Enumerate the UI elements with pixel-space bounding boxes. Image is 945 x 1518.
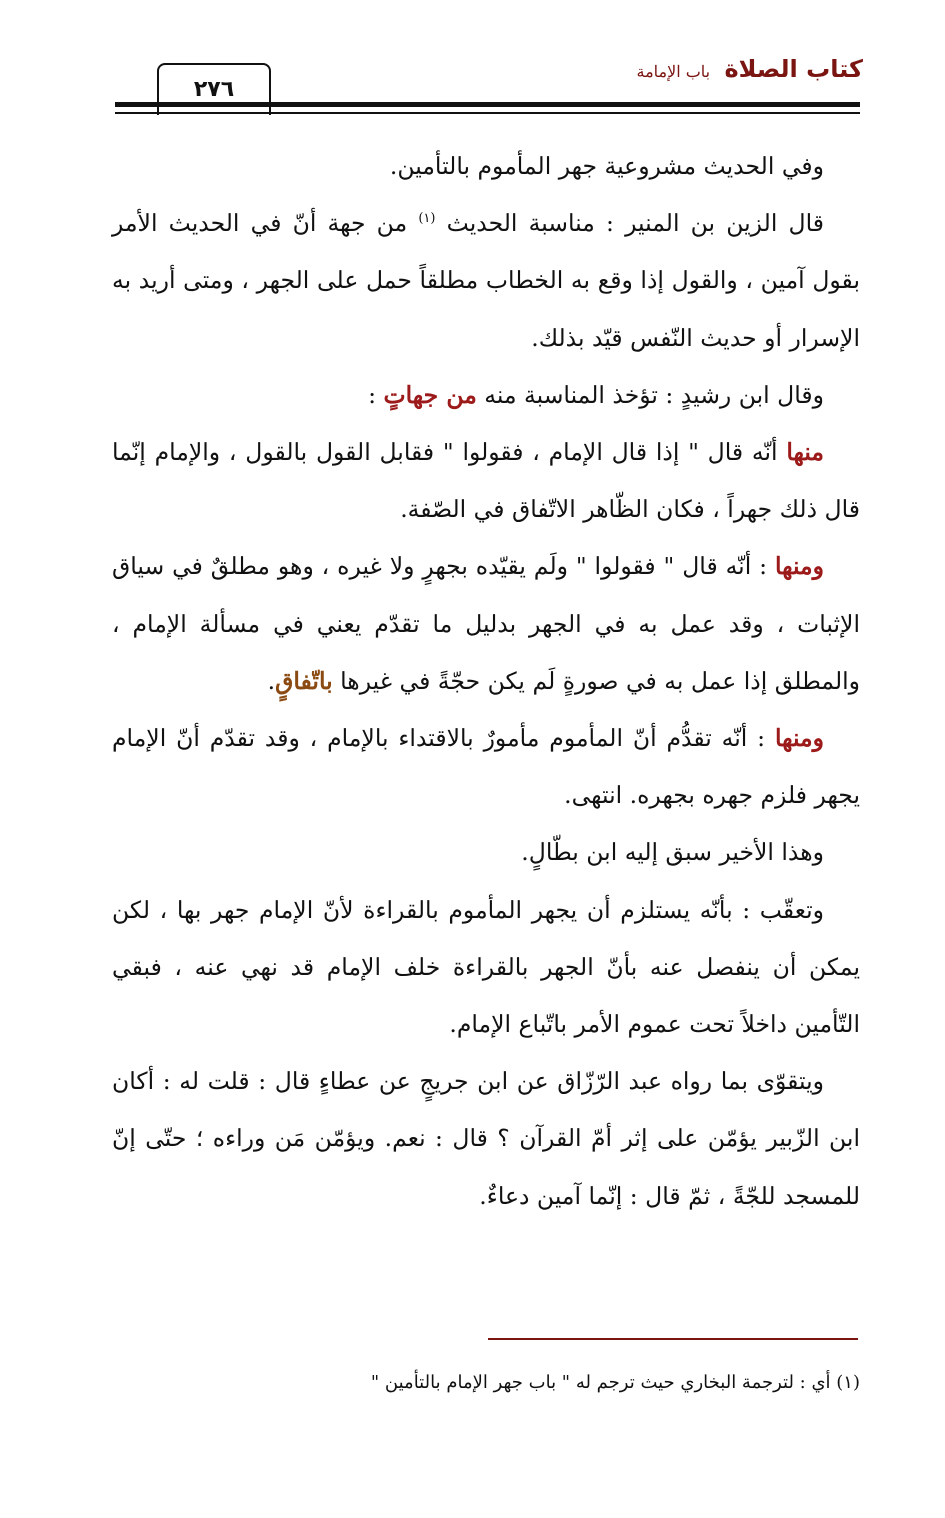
paragraph: قال الزين بن المنير : مناسبة الحديث $^{(١)}$ من جهة أنّ في الحديث الأمر بقول آمين ، والقول إذا وقع به الخطاب مطلقاً حمل على الجهر ، ومتى أريد به الإسرار أو حديث النّفس قيّد بذلك.: [112, 209, 860, 352]
paragraph: منها أنّه قال " إذا قال الإمام ، فقولوا " فقابل القول بالقول ، والإمام إنّما قال ذلك جهراً ، فكان الظّاهر الاتّفاق في الصّفة.: [112, 438, 860, 524]
page-header: [0, 0, 945, 125]
chapter-title: باب الإمامة: [636, 62, 711, 81]
highlight-term: من جهاتٍ: [383, 380, 477, 409]
footnote: (١) أي : لترجمة البخاري حيث ترجم له " باب جهر الإمام بالتأمين ": [370, 1372, 860, 1393]
highlight-term: باتّفاقٍ: [275, 666, 333, 695]
paragraph: ومنها : أنّه قال " فقولوا " ولَم يقيّده بجهرٍ ولا غيره ، وهو مطلقٌ في سياق الإثبات ، وقد عمل به في الجهر بدليل ما تقدّم يعني في مسألة الإمام ، والمطلق إذا عمل به في صورةٍ لَم يكن حجّةً في غيرها باتّفاقٍ.: [112, 552, 860, 695]
page-number: ٢٧٦: [157, 63, 271, 115]
highlight-term: ومنها: [774, 552, 824, 581]
highlight-term: منها: [786, 438, 824, 467]
header-rule-thick: [115, 102, 860, 107]
running-title: [636, 55, 863, 83]
paragraph: وقال ابن رشيدٍ : تؤخذ المناسبة منه من جهاتٍ :: [368, 380, 824, 409]
footnote-separator: [488, 1338, 858, 1340]
paragraph: وتعقّب : بأنّه يستلزم أن يجهر المأموم بالقراءة لأنّ الإمام جهر بها ، لكن يمكن أن ينفصل عنه بأنّ الجهر بالقراءة خلف الإمام قد نهي عنه ، فبقي التّأمين داخلاً تحت عموم الأمر باتّباع الإمام.: [112, 895, 860, 1039]
paragraph: وهذا الأخير سبق إليه ابن بطّالٍ.: [521, 838, 824, 867]
header-rule-thin: [115, 112, 860, 114]
paragraph: ويتقوّى بما رواه عبد الرّزّاق عن ابن جريجٍ عن عطاءٍ قال : قلت له : أكان ابن الزّبير يؤمّن على إثر أمّ القرآن ؟ قال : نعم. ويؤمّن مَن وراءه ؛ حتّى إنّ للمسجد للجّةً ، ثمّ قال : إنّما آمين دعاءٌ.: [112, 1067, 860, 1210]
paragraph: ومنها : أنّه تقدُّم أنّ المأموم مأمورٌ بالاقتداء بالإمام ، وقد تقدّم أنّ الإمام يجهر فلزم جهره بجهره. انتهى.: [112, 724, 860, 810]
highlight-term: ومنها: [774, 724, 824, 753]
footnote-ref: (١): [418, 211, 436, 227]
main-text: [112, 138, 860, 1225]
paragraph: وفي الحديث مشروعية جهر المأموم بالتأمين.: [389, 152, 824, 180]
book-title: كتاب الصلاة: [724, 55, 863, 83]
